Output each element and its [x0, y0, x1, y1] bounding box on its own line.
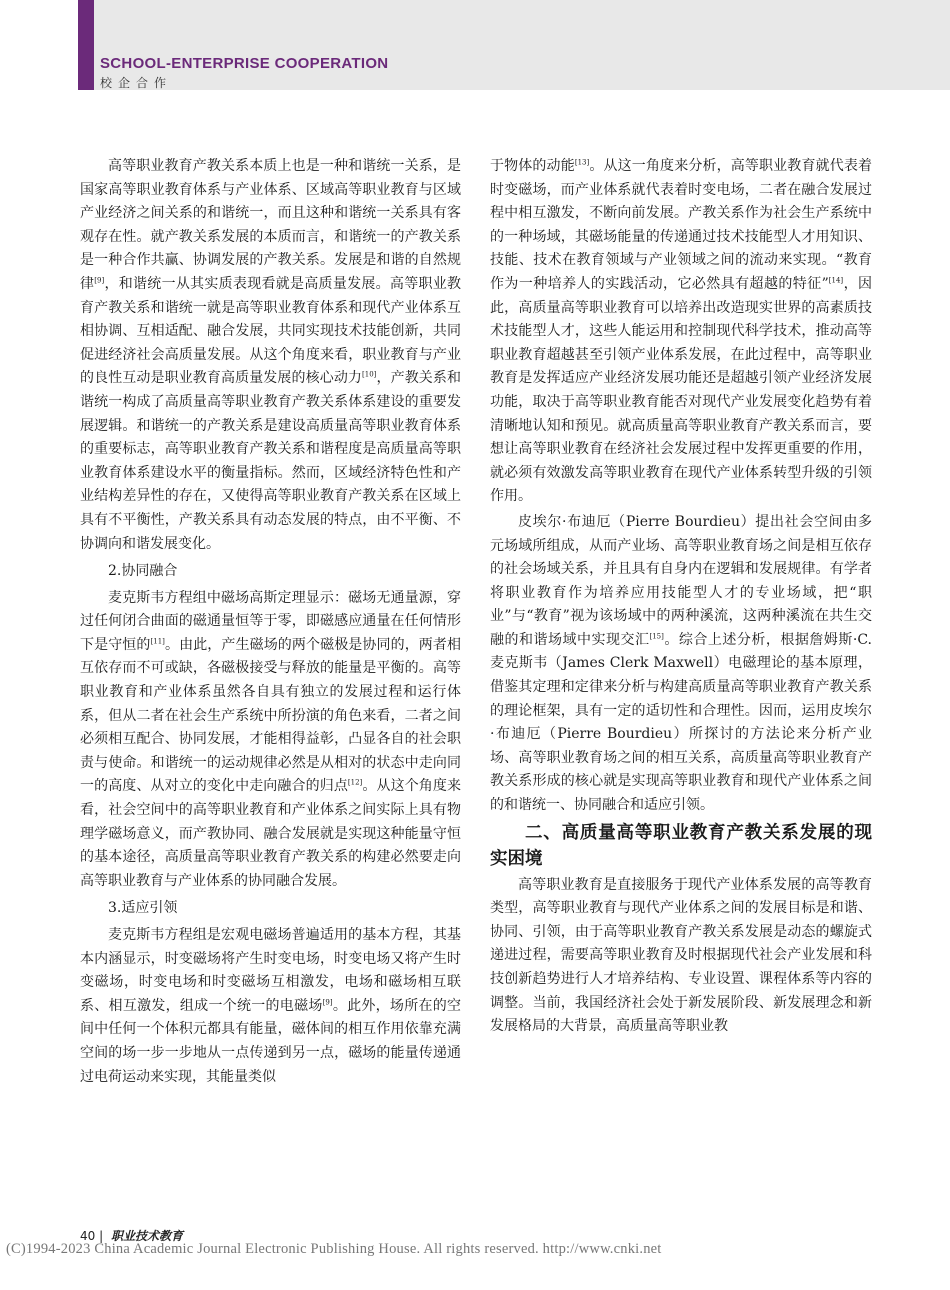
section-heading: 二、高质量高等职业教育产教关系发展的现实困境 — [490, 822, 872, 869]
citation[interactable]: [9] — [322, 998, 333, 1007]
left-column — [80, 155, 461, 1089]
journal-name: 职业技术教育 — [110, 1229, 183, 1243]
paragraph: 于物体的动能[13]。从这一角度来分析，高等职业教育就代表着时变磁场，而产业体系就代表着时变电场，二者在融合发展过程中相互激发，不断向前发展。产教关系作为社会生产系统中的一种场域，其磁场能量的传递通过技术技能型人才用知识、技能、技术在教育领域与产业领域之间的流动来实现。“教育作为一种培养人的实践活动，它必然具有超越的特征”[14]，因此，高质量高等职业教育可以培养出改造现实世界的高素质技术技能型人才，这些人能运用和控制现代科学技术，推动高等职业教育超越甚至引领产业体系发展，在此过程中，高等职业教育是发挥适应产业经济发展功能还是超越引领产业经济发展功能，取决于高等职业教育能否对现代产业发展变化趋势有着清晰地认知和预见。就高质量高等职业教育产教关系而言，要想让高等职业教育在经济社会发展过程中发挥更重要的作用，就必须有效激发高等职业教育在现代产业体系转型升级的引领作用。 — [490, 158, 873, 505]
header-accent-bar — [78, 0, 94, 90]
paragraph: 麦克斯韦方程组中磁场高斯定理显示：磁场无通量源，穿过任何闭合曲面的磁通量恒等于零，即磁感应通量在任何情形下是守恒的[11]。由此，产生磁场的两个磁极是协同的，两者相互依存而不可或缺，各磁极接受与释放的能量是平衡的。高等职业教育和产业体系虽然各自具有独立的发展过程和运行体系，但从二者在社会生产系统中所扮演的角色来看，二者之间必须相互配合、协同发展，才能相得益彰，凸显各自的社会职责与使命。和谐统一的运动规律必然是从相对的状态中走向同一的高度、从对立的变化中走向融合的归点[12]。从这个角度来看，社会空间中的高等职业教育和产业体系之间实际上具有物理学磁场意义，而产教协同、融合发展就是实现这种能量守恒的基本途径，高质量高等职业教育产教关系的构建必然要走向高等职业教育与产业体系的协同融合发展。 — [80, 589, 462, 889]
citation[interactable]: [14] — [828, 276, 844, 285]
paragraph: 高等职业教育是直接服务于现代产业体系发展的高等教育类型，高等职业教育与现代产业体系之间的发展目标是和谐、协同、引领，由于高等职业教育产教关系发展是动态的螺旋式递进过程，需要高等职业教育及时根据现代社会产业发展和科技创新趋势进行人才培养结构、专业设置、课程体系等内容的调整。当前，我国经济社会处于新发展阶段、新发展理念和新发展格局的大背景，高质量高等职业教 — [490, 876, 872, 1035]
citation[interactable]: [11] — [150, 637, 165, 646]
citation[interactable]: [13] — [574, 158, 590, 167]
subsection-heading: 2.协同融合 — [108, 563, 178, 580]
section-subtitle: 校企合作 — [100, 76, 173, 90]
copyright-notice: (C)1994-2023 China Academic Journal Electronic Publishing House. All rights reserved. http://www.cnki.net — [6, 1241, 662, 1257]
paragraph: 皮埃尔·布迪厄（Pierre Bourdieu）提出社会空间由多元场域所组成，从而产业场、高等职业教育场之间是相互依存的社会场域关系，并且具有自身内在逻辑和发展规律。有学者将职业教育作为培养应用技能型人才的专业场域，把“职业”与“教育”视为该场域中的两种溪流，这两种溪流在共生交融的和谐场域中实现交汇[15]。综合上述分析，根据詹姆斯·C.麦克斯韦（James Clerk Maxwell）电磁理论的基本原理，借鉴其定理和定律来分析与构建高质量高等职业教育产教关系的理论框架，具有一定的适切性和合理性。因而，运用皮埃尔·布迪厄（Pierre Bourdieu）所探讨的方法论来分析产业场、高等职业教育场之间的相互关系，高质量高等职业教育产教关系形成的核心就是实现高等职业教育和现代产业体系之间的和谐统一、协同融合和适应引领。 — [490, 513, 872, 814]
paragraph: 高等职业教育产教关系本质上也是一种和谐统一关系，是国家高等职业教育体系与产业体系、区域高等职业教育与区域产业经济之间关系的和谐统一，而且这种和谐统一关系具有客观存在性。就产教关系发展的本质而言，和谐统一的产教关系是一种合作共赢、协调发展的产教关系。发展是和谐的自然规律[9]，和谐统一从其实质表现看就是高质量发展。高等职业教育产教关系和谐统一就是高等职业教育体系和现代产业体系互相协调、互相适配、融合发展，共同实现技术技能创新，共同促进经济社会高质量发展。从这个角度来看，职业教育与产业的良性互动是职业教育高质量发展的核心动力[10]，产教关系和谐统一构成了高质量高等职业教育产教关系体系建设的重要发展逻辑。和谐统一的产教关系是建设高质量高等职业教育体系的重要标志，高等职业教育产教关系和谐程度是高质量高等职业教育体系建设水平的衡量指标。然而，区域经济特色性和产业结构差异性的存在，又使得高等职业教育产教关系在区域上具有不平衡性，产教关系具有动态发展的特点，由不平衡、不协调向和谐发展变化。 — [80, 158, 462, 552]
citation[interactable]: [10] — [362, 370, 377, 379]
subsection-heading: 3.适应引领 — [108, 900, 178, 917]
right-column — [490, 155, 872, 1039]
section-title: SCHOOL-ENTERPRISE COOPERATION — [100, 55, 389, 72]
citation[interactable]: [12] — [347, 778, 363, 787]
citation[interactable]: [15] — [649, 632, 664, 641]
page-number: 40 — [80, 1229, 96, 1243]
paragraph: 麦克斯韦方程组是宏观电磁场普遍适用的基本方程，其基本内涵显示，时变磁场将产生时变电场，时变电场又将产生时变磁场，时变电场和时变磁场互相激发，电场和磁场相互联系、相互激发，组成一个统一的电磁场[9]。此外，场所在的空间中任何一个体积元都具有能量，磁体间的相互作用依靠充满空间的场一步一步地从一点传递到另一点，磁场的能量传递通过电荷运动来实现，其能量类似 — [80, 927, 462, 1085]
footer-separator: | — [99, 1229, 104, 1243]
citation[interactable]: [9] — [94, 276, 105, 285]
header-banner — [78, 0, 950, 90]
